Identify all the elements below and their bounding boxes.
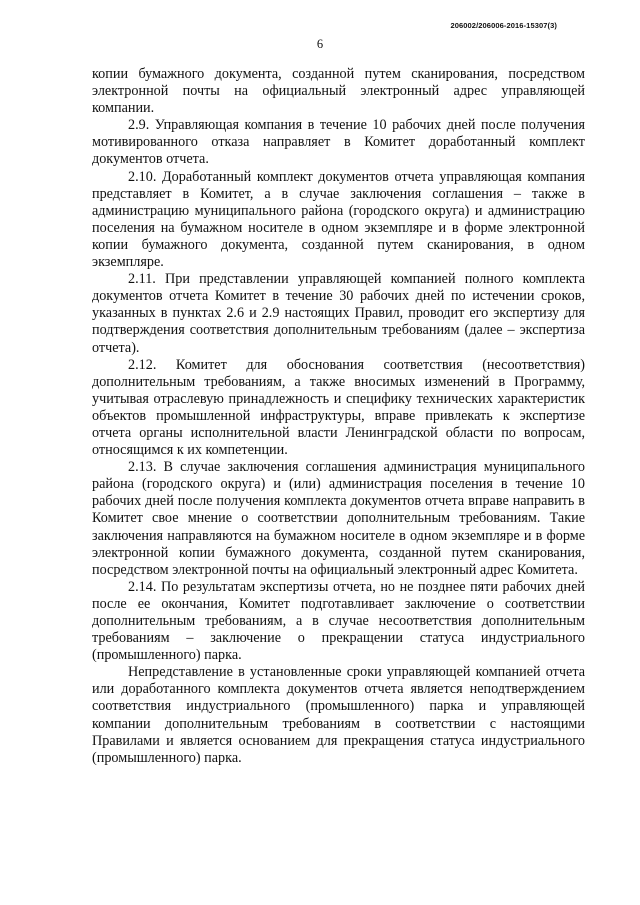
paragraph-2-10: 2.10. Доработанный комплект документов отчета управляющая компания представляет в Комитет, а в случае заключения соглашения – также в администрацию муниципального района (городского округа) и администрацию поселения на бумажном носителе в одном экземпляре и в форме электронной копии бумажного документа, созданной путем сканирования, в одном экземпляре.: [92, 168, 585, 271]
paragraph-continuation: копии бумажного документа, созданной путем сканирования, посредством электронной почты на официальный электронный адрес управляющей компании.: [92, 66, 585, 117]
paragraph-2-9: 2.9. Управляющая компания в течение 10 рабочих дней после получения мотивированного отказа направляет в Комитет доработанный комплект документов отчета.: [92, 117, 585, 168]
paragraph-2-14: 2.14. По результатам экспертизы отчета, но не позднее пяти рабочих дней после ее окончания, Комитет подготавливает заключение о соответствии дополнительным требованиям, а в случае несоответствия дополнительным требованиям – заключение о прекращении статуса индустриального (промышленного) парка.: [92, 578, 585, 664]
paragraph-2-13: 2.13. В случае заключения соглашения администрация муниципального района (городского округа) и (или) администрация поселения в течение 10 рабочих дней после получения комплекта документов отчета вправе направить в Комитет свое мнение о соответствии дополнительным требованиям. Такие заключения направляются на бумажном носителе в одном экземпляре и в форме электронной копии бумажного документа, созданной путем сканирования, посредством электронной почты на официальный электронный адрес Комитета.: [92, 459, 585, 578]
paragraph-non-submission: Непредставление в установленные сроки управляющей компанией отчета или доработанного комплекта документов отчета является неподтверждением соответствия индустриального (промышленного) парка и управляющей компании дополнительным требованиям в соответствии с настоящими Правилами и является основанием для прекращения статуса индустриального (промышленного) парка.: [92, 664, 585, 766]
document-body: [92, 66, 585, 767]
paragraph-2-12: 2.12. Комитет для обоснования соответствия (несоответствия) дополнительным требованиям, а также вносимых изменений в Программу, учитывая отраслевую принадлежность и специфику технических характеристик объектов промышленной инфраструктуры, вправе привлекать к экспертизе отчета органы исполнительной власти Ленинградской области по вопросам, относящимся к их компетенции.: [92, 356, 585, 459]
page-number: 6: [316, 37, 324, 51]
document-registration-code: 206002/206006-2016-15307(3): [450, 21, 557, 30]
paragraph-2-11: 2.11. При представлении управляющей компанией полного комплекта документов отчета Комитет в течение 30 рабочих дней по истечении сроков, указанных в пунктах 2.6 и 2.9 настоящих Правил, проводит его экспертизу для подтверждения соответствия дополнительным требованиям (далее – экспертиза отчета).: [92, 271, 585, 356]
